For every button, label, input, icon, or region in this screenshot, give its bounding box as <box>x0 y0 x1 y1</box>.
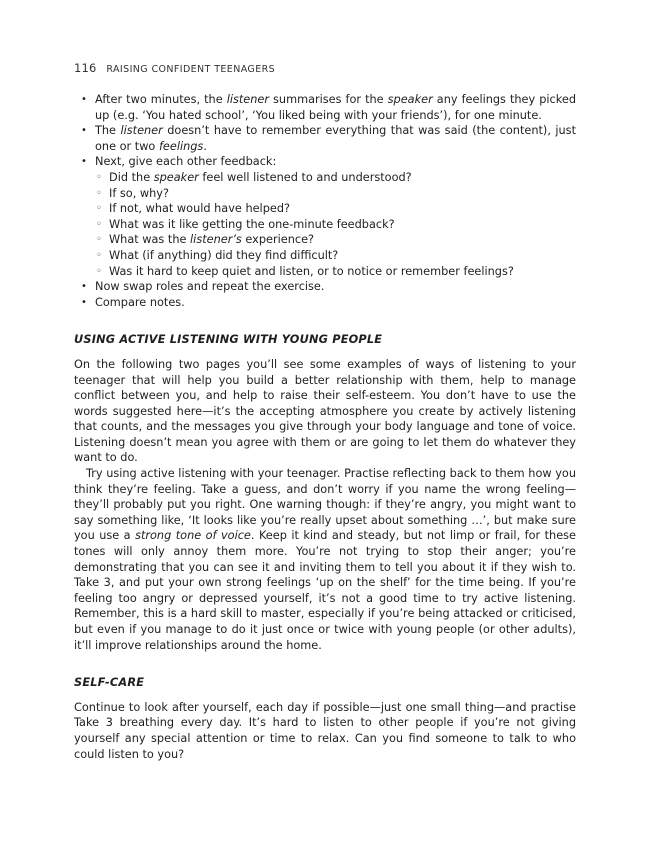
text-run: feel well listened to and understood? <box>198 170 412 184</box>
text-run: . <box>203 139 207 153</box>
text-run: . Keep it kind and steady, but not limp or frail, for these tones will only annoy them more. You’re not trying to stop their anger; you’re demonstrating that you can see it and inviting them to tell you about it if they wish to. Take 3, and put your own strong feelings ‘up on the shelf’ for the time being. If you’re feeling too angry or depressed yourself, it’s not a good time to try active listening. Remember, this is a hard skill to master, especially if you’re being attacked or criticised, but even if you manage to do it just once or twice with young people (or other adults), it’ll improve relationships around the home. <box>74 529 576 652</box>
text-run: After two minutes, the <box>95 93 227 106</box>
paragraph: On the following two pages you’ll see some examples of ways of listening to your teenager that will help you build a better relationship with them, help to manage conflict between you, and help to raise their self-esteem. You don’t have to use the words suggested here—it’s the accepting atmosphere you create by actively listening that counts, and the messages you give through your body language and tone of voice. Listening doesn’t mean you agree with them or are going to let them do whatever they want to do. <box>74 357 576 465</box>
text-run: doesn’t have to remember everything that was said (the content), just one or two <box>95 124 576 153</box>
feedback-questions-list <box>95 170 576 279</box>
running-header <box>74 61 275 75</box>
running-title: RAISING CONFIDENT TEENAGERS <box>106 64 276 75</box>
text-run: Did the <box>109 170 154 184</box>
paragraph: Continue to look after yourself, each day if possible—just one small thing—and practise Take 3 breathing every day. It’s hard to listen to other people if you’re not giving yourself any special attention or time to relax. Can you find someone to talk to who could listen to you? <box>74 700 576 761</box>
text-run: Try using active listening with your teenager. Practise reflecting back to them how you think they’re feeling. Take a guess, and don’t worry if you name the wrong feeling—they’ll probably put you right. One warning though: if they’re angry, you might want to say something like, ‘It looks like you’re really upset about something …’, but make sure you use a <box>74 467 576 543</box>
page-body <box>74 92 576 762</box>
section-heading-active-listening: USING ACTIVE LISTENING WITH YOUNG PEOPLE <box>74 333 383 347</box>
paragraph <box>74 466 576 653</box>
sub-list-item <box>95 232 576 248</box>
list-item <box>74 92 576 123</box>
text-run: The <box>95 124 121 138</box>
italic-term: strong tone of voice <box>135 529 251 543</box>
list-item: • Compare notes. <box>74 295 576 311</box>
list-item <box>74 123 576 154</box>
text-run: any feelings they picked up (e.g. ‘You hated school’, ‘You liked being with your friends’), for one minute. <box>95 93 577 122</box>
sub-list-item: ◦ If not, what would have helped? <box>95 201 576 217</box>
italic-term: speaker <box>387 93 433 106</box>
italic-term: listener <box>120 124 163 138</box>
sub-list-item: ◦ What was it like getting the one-minute feedback? <box>95 217 576 233</box>
sub-list-item: ◦ If so, why? <box>95 186 576 202</box>
sub-list-item: ◦ What (if anything) did they find difficult? <box>95 248 576 264</box>
italic-term: listener’s <box>190 233 242 247</box>
sub-list-item <box>95 170 576 186</box>
italic-term: listener <box>226 93 269 106</box>
list-item <box>74 154 576 279</box>
section-heading-self-care: SELF-CARE <box>74 676 145 690</box>
italic-term: feelings <box>158 139 204 153</box>
page-number: 116 <box>74 61 97 75</box>
sub-list-item: ◦ Was it hard to keep quiet and listen, or to notice or remember feelings? <box>95 264 576 280</box>
text-run: What was the <box>109 233 191 247</box>
exercise-steps-list <box>74 92 576 310</box>
text-run: summarises for the <box>269 93 388 106</box>
italic-term: speaker <box>153 170 199 184</box>
text-run: experience? <box>241 233 315 247</box>
text-run: Next, give each other feedback: <box>95 155 277 169</box>
list-item: • Now swap roles and repeat the exercise. <box>74 279 576 295</box>
